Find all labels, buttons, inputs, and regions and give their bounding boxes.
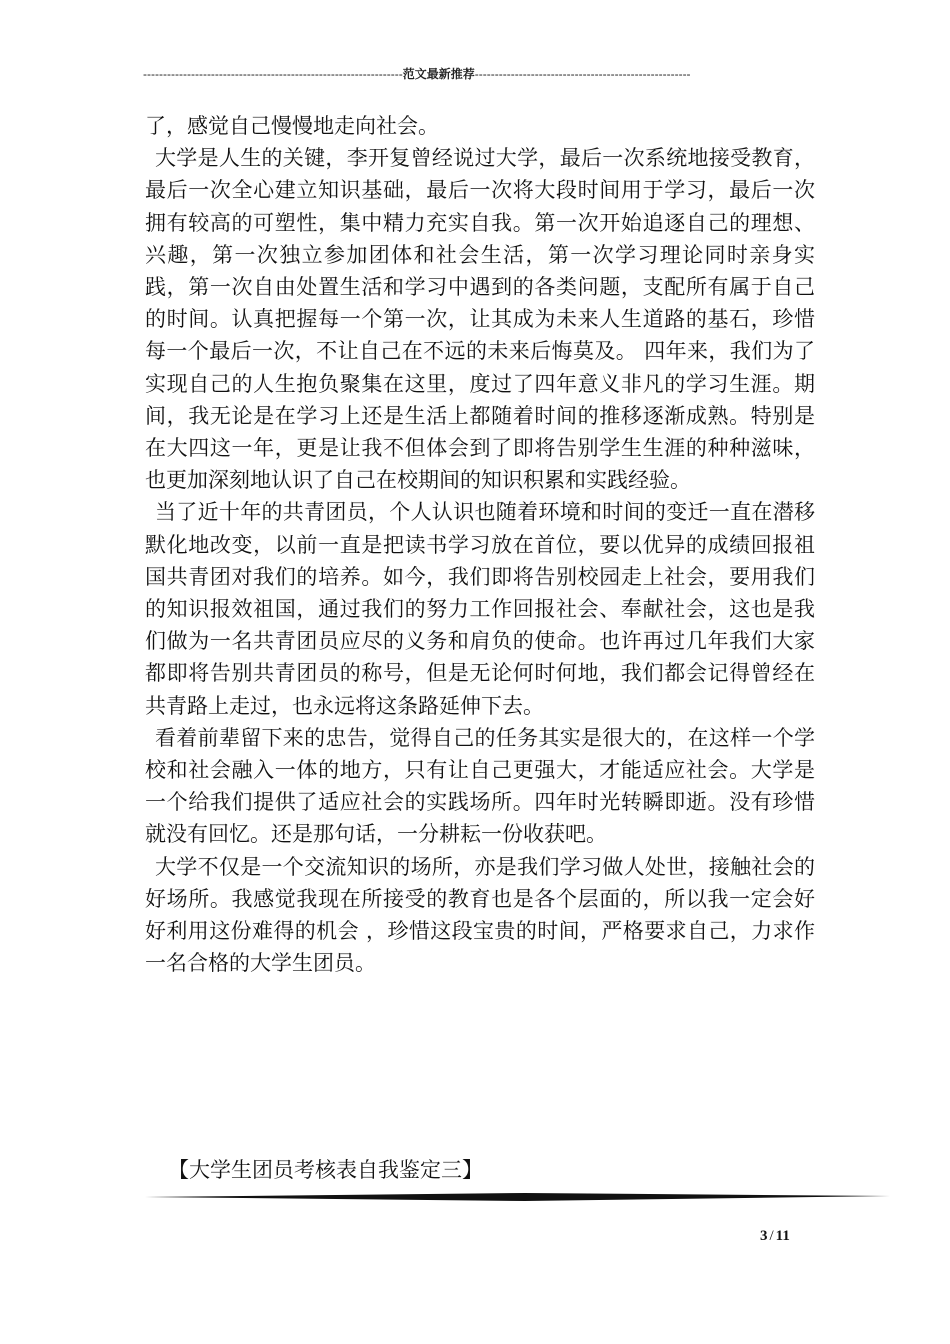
document-body [145, 110, 815, 979]
footer-divider [145, 1193, 890, 1201]
page-total: 11 [775, 1228, 790, 1244]
page-header [143, 64, 793, 84]
paragraph-continuation: 了，感觉自己慢慢地走向社会。 [145, 114, 439, 138]
paragraph-advice: 看着前辈留下来的忠告，觉得自己的任务其实是很大的，在这样一个学校和社会融入一体的地方，只有让自己更强大，才能适应社会。大学是一个给我们提供了适应社会的实践场所。四年时光转瞬即逝。没有珍惜就没有回忆。还是那句话，一分耕耘一份收获吧。 [145, 725, 815, 847]
header-dashes-left: ----------------------------------------------------------------- [143, 67, 403, 81]
paragraph-league-member: 当了近十年的共青团员，个人认识也随着环境和时间的变迁一直在潜移默化地改变，以前一直是把读书学习放在首位，要以优异的成绩回报祖国共青团对我们的培养。如今，我们即将告别校园走上社会，要用我们的知识报效祖国，通过我们的努力工作回报社会、奉献社会，这也是我们做为一名共青团员应尽的义务和肩负的使命。也许再过几年我们大家都即将告别共青团员的称号，但是无论何时何地，我们都会记得曾经在共青路上走过，也永远将这条路延伸下去。 [145, 500, 815, 718]
page-number [760, 1228, 790, 1245]
header-title: 范文最新推荐 [402, 67, 475, 81]
paragraph-learning-place: 大学不仅是一个交流知识的场所，亦是我们学习做人处世，接触社会的好场所。我感觉我现在所接受的教育也是各个层面的，所以我一定会好好利用这份难得的机会 ，珍惜这段宝贵的时间，严格要求自己，力求作一名合格的大学生团员。 [145, 854, 815, 976]
section-title: 【大学生团员考核表自我鉴定三】 [168, 1158, 483, 1182]
header-dashes-right: ------------------------------------------------------ [474, 67, 691, 81]
page-separator: / [769, 1228, 774, 1244]
paragraph-university-key: 大学是人生的关键，李开复曾经说过大学，最后一次系统地接受教育，最后一次全心建立知识基础，最后一次将大段时间用于学习，最后一次拥有较高的可塑性，集中精力充实自我。第一次开始追逐自己的理想、兴趣，第一次独立参加团体和社会生活，第一次学习理论同时亲身实践，第一次自由处置生活和学习中遇到的各类问题，支配所有属于自己的时间。认真把握每一个第一次，让其成为未来人生道路的基石，珍惜每一个最后一次，不让自己在不远的未来后悔莫及。 四年来，我们为了实现自己的人生抱负聚集在这里，度过了四年意义非凡的学习生涯。期间，我无论是在学习上还是生活上都随着时间的推移逐渐成熟。特别是在大四这一年，更是让我不但体会到了即将告别学生生涯的种种滋味，也更加深刻地认识了自己在校期间的知识积累和实践经验。 [145, 146, 815, 493]
page-current: 3 [760, 1228, 768, 1244]
